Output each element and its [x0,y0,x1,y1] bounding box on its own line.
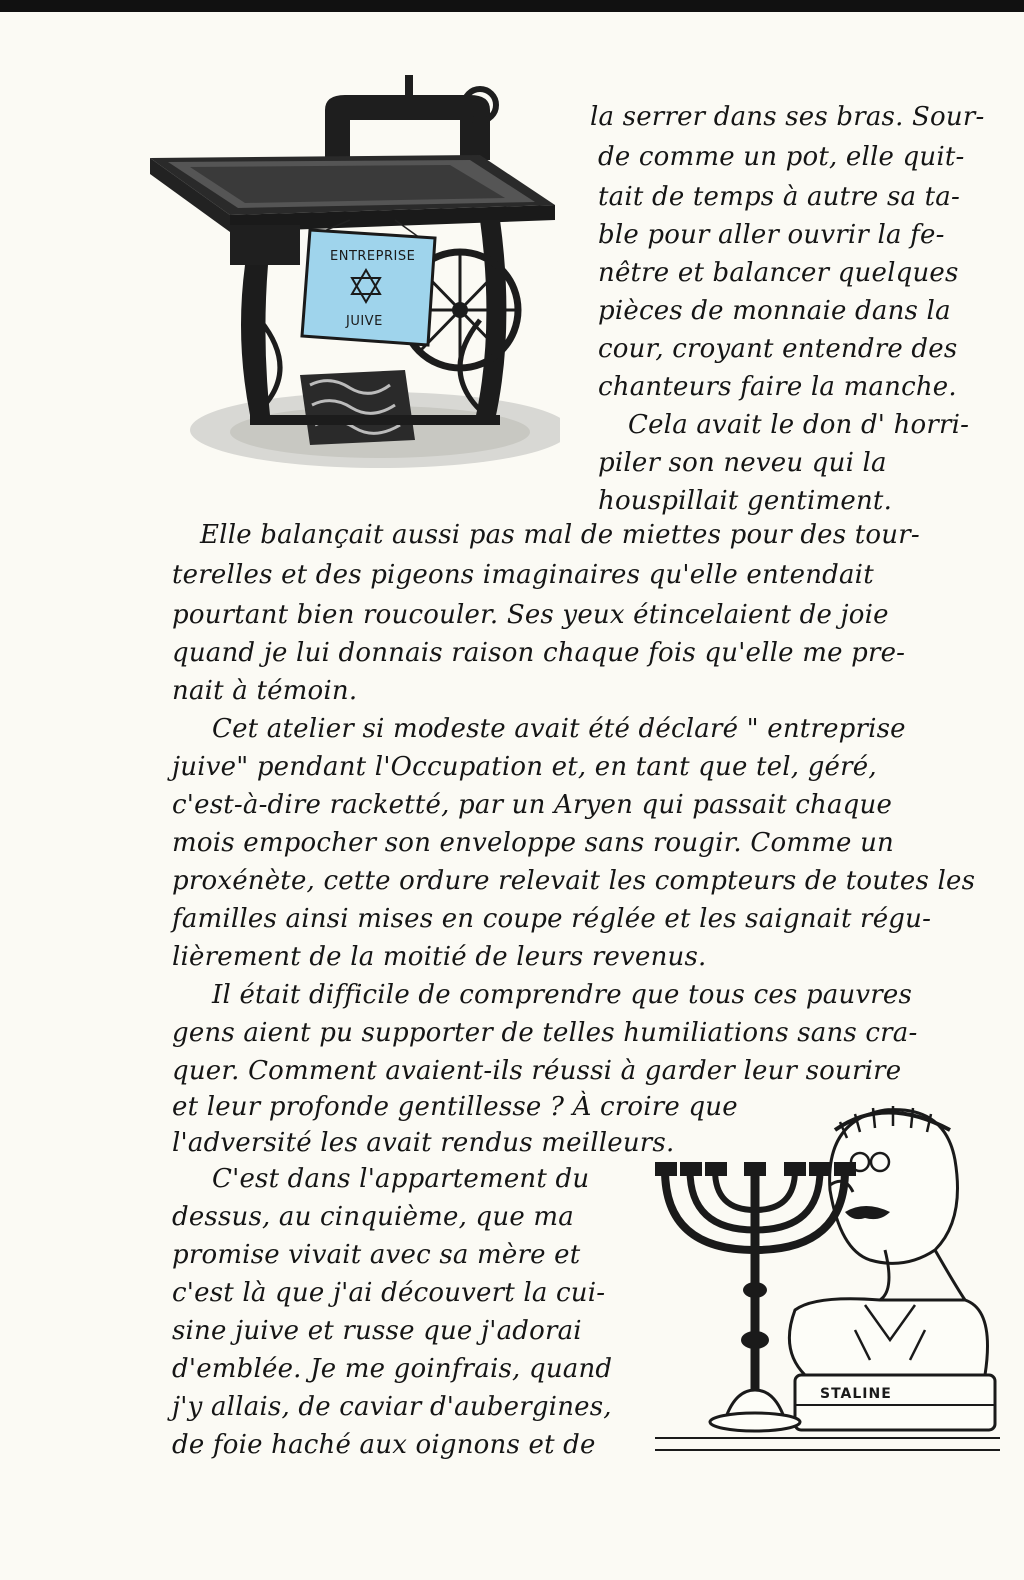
text-line: la serrer dans ses bras. Sour- [590,102,985,132]
text-line: c'est-à-dire racketté, par un Aryen qui passait chaque [172,790,893,820]
text-line: terelles et des pigeons imaginaires qu'elle entendait [172,560,874,590]
text-line: nait à témoin. [172,676,358,706]
text-line: gens aient pu supporter de telles humiliations sans cra- [172,1018,918,1048]
text-line: proxénète, cette ordure relevait les compteurs de toutes les [172,866,976,896]
text-line: quer. Comment avaient-ils réussi à garder leur sourire [172,1056,902,1086]
text-line: dessus, au cinquième, que ma [172,1202,574,1232]
text-line: Cet atelier si modeste avait été déclaré " entreprise [212,714,906,744]
text-line: et leur profonde gentillesse ? À croire que [172,1092,738,1122]
sign-line-1: ENTREPRISE [330,249,416,264]
sewing-machine-illustration [150,70,560,480]
text-line: nêtre et balancer quelques [598,258,959,288]
text-line: mois empocher son enveloppe sans rougir. Comme un [172,828,894,858]
text-line: Il était difficile de comprendre que tous ces pauvres [212,980,913,1010]
text-line: cour, croyant entendre des [598,334,958,364]
sign-line-2: JUIVE [346,314,383,329]
bust-plaque: STALINE [820,1386,892,1402]
text-line: de foie haché aux oignons et de [172,1430,596,1460]
text-line: pourtant bien roucouler. Ses yeux étincelaient de joie [172,600,889,630]
text-line: pièces de monnaie dans la [598,296,951,326]
text-line: c'est là que j'ai découvert la cui- [172,1278,606,1308]
text-line: houspillait gentiment. [598,486,893,516]
text-line: de comme un pot, elle quit- [598,142,965,172]
text-line: ble pour aller ouvrir la fe- [598,220,945,250]
text-line: chanteurs faire la manche. [598,372,957,402]
menorah-and-bust-illustration [655,1100,1000,1470]
text-line: lièrement de la moitié de leurs revenus. [172,942,707,972]
text-line: Cela avait le don d' horri- [628,410,970,440]
text-line: quand je lui donnais raison chaque fois qu'elle me pre- [172,638,906,668]
text-line: d'emblée. Je me goinfrais, quand [172,1354,613,1384]
text-line: juive" pendant l'Occupation et, en tant que tel, géré, [172,752,877,782]
text-line: familles ainsi mises en coupe réglée et les saignait régu- [172,904,932,934]
text-line: Elle balançait aussi pas mal de miettes pour des tour- [200,520,920,550]
text-line: j'y allais, de caviar d'aubergines, [172,1392,612,1422]
text-line: l'adversité les avait rendus meilleurs. [172,1128,675,1158]
entreprise-juive-sign [302,230,435,345]
text-line: sine juive et russe que j'adorai [172,1316,582,1346]
text-line: tait de temps à autre sa ta- [598,182,960,212]
text-line: promise vivait avec sa mère et [172,1240,581,1270]
staline-bust [789,1106,995,1430]
text-line: C'est dans l'appartement du [212,1164,590,1194]
text-line: piler son neveu qui la [598,448,887,478]
